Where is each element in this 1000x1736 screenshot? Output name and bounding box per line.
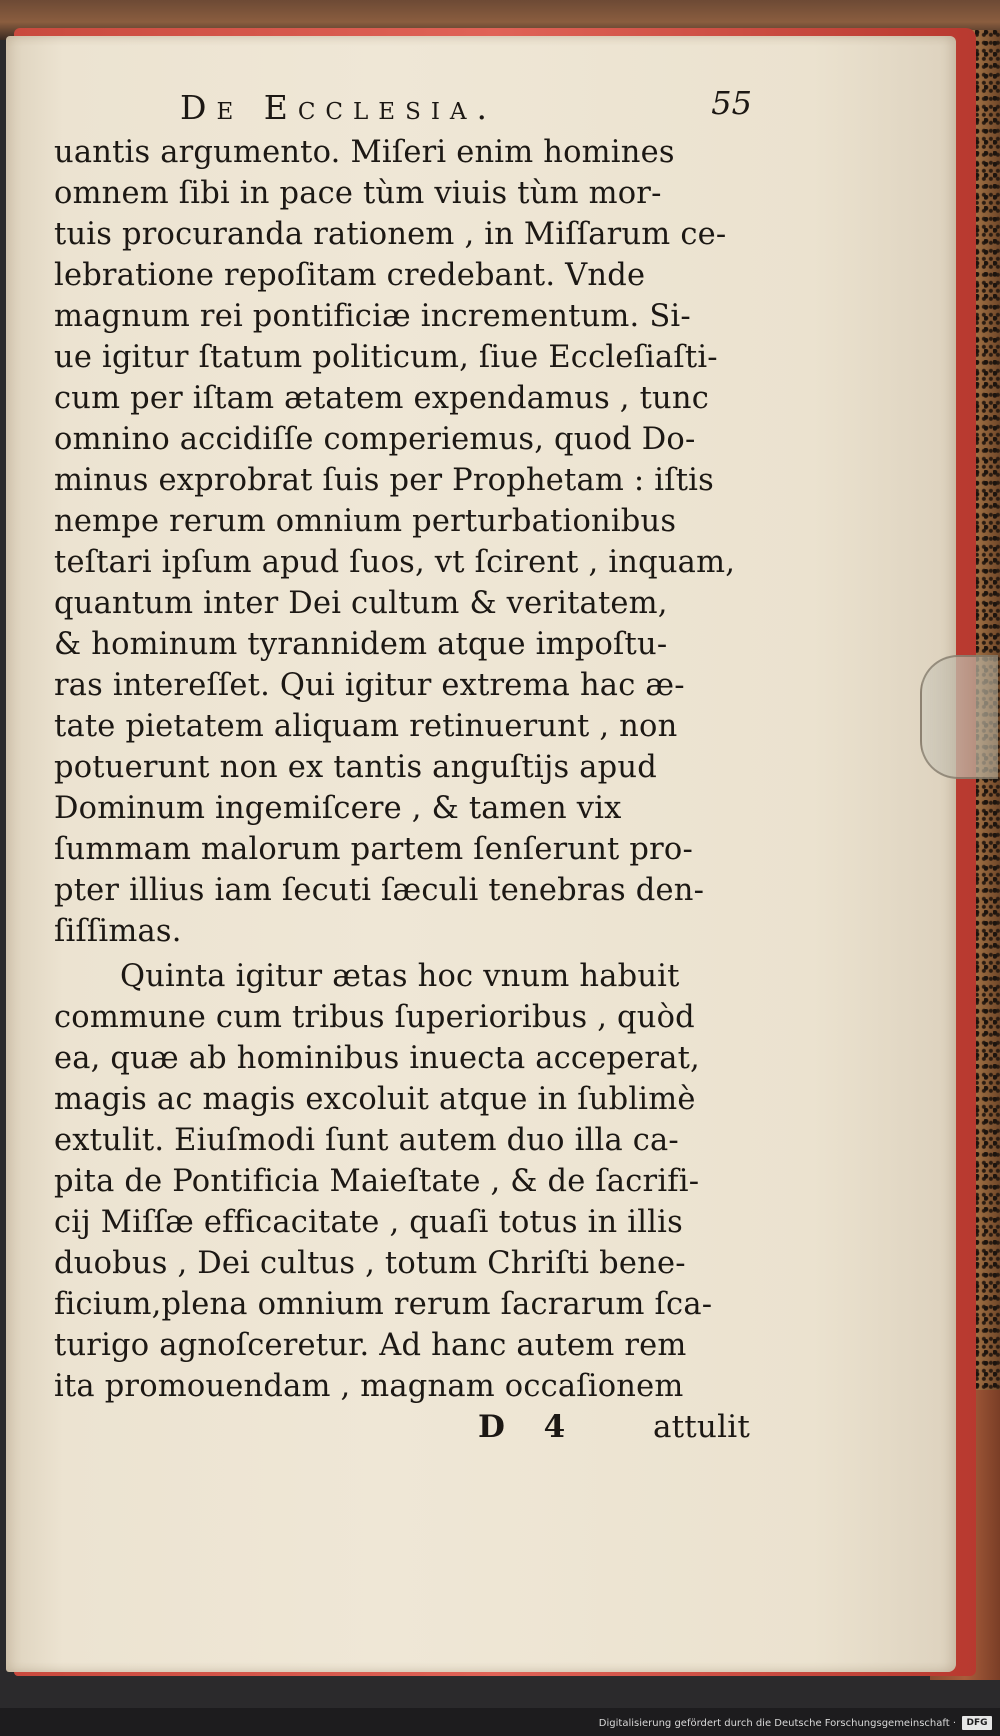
text-line: magis ac magis excoluit atque in ſublimè (54, 1082, 696, 1117)
text-line: ita promouendam , magnam occaſionem (54, 1369, 684, 1404)
text-line: ſiſſimas. (54, 914, 182, 949)
running-head (54, 84, 752, 132)
paragraph-1 (54, 132, 744, 952)
running-head-title: De Ecclesia. (180, 88, 498, 127)
book-clasp (920, 655, 998, 779)
text-line: ſummam malorum partem ſenſerunt pro- (54, 832, 693, 867)
text-line: turigo agnoſceretur. Ad hanc autem rem (54, 1328, 687, 1363)
text-line: duobus , Dei cultus , totum Chriſti bene- (54, 1246, 686, 1281)
text-line: quantum inter Dei cultum & veritatem, (54, 586, 668, 621)
text-line: extulit. Eiuſmodi ſunt autem duo illa ca- (54, 1123, 679, 1158)
catch-line (54, 1407, 750, 1451)
text-line: ras intereſſet. Qui igitur extrema hac æ- (54, 668, 685, 703)
text-line: pita de Pontificia Maieſtate , & de ſacrifi- (54, 1164, 700, 1199)
text-line: ea, quæ ab hominibus inuecta acceperat, (54, 1041, 700, 1076)
signature-mark: D 4 (478, 1409, 580, 1445)
page-number: 55 (711, 84, 752, 122)
text-line: & hominum tyrannidem atque impoſtu- (54, 627, 668, 662)
digitization-credit: Digitalisierung gefördert durch die Deutsche Forschungsgemeinschaft · (598, 1718, 956, 1729)
text-line: pter illius iam ſecuti ſæculi tenebras den- (54, 873, 705, 908)
text-line: Quinta igitur ætas hoc vnum habuit (120, 959, 680, 994)
text-line: minus exprobrat ſuis per Prophetam : iſtis (54, 463, 714, 498)
text-line: nempe rerum omnium perturbationibus (54, 504, 677, 539)
text-line: magnum rei pontificiæ incrementum. Si- (54, 299, 691, 334)
text-line: ficium,plena omnium rerum ſacrarum ſca- (54, 1287, 713, 1322)
text-line: ue igitur ſtatum politicum, ſiue Eccleſiaſti- (54, 340, 718, 375)
text-line: uantis argumento. Miſeri enim homines (54, 135, 675, 170)
text-line: potuerunt non ex tantis anguſtijs apud (54, 750, 657, 785)
text-line: tuis procuranda rationem , in Miſſarum ce- (54, 217, 727, 252)
text-line: lebratione repoſitam credebant. Vnde (54, 258, 646, 293)
text-line: omnem ſibi in pace tùm viuis tùm mor- (54, 176, 662, 211)
text-line: teſtari ipſum apud ſuos, vt ſcirent , inquam, (54, 545, 736, 580)
text-line: tate pietatem aliquam retinuerunt , non (54, 709, 678, 744)
catchword: attulit (652, 1409, 750, 1445)
text-line: cij Miſſæ efficacitate , quaſi totus in illis (54, 1205, 683, 1240)
text-line: Dominum ingemiſcere , & tamen vix (54, 791, 622, 826)
text-line: omnino accidiſſe comperiemus, quod Do- (54, 422, 696, 457)
page-text (54, 84, 752, 1451)
text-line: cum per iſtam ætatem expendamus , tunc (54, 381, 710, 416)
dfg-logo: DFG (962, 1716, 992, 1730)
paragraph-2 (54, 956, 744, 1407)
text-line: commune cum tribus ſuperioribus , quòd (54, 1000, 695, 1035)
